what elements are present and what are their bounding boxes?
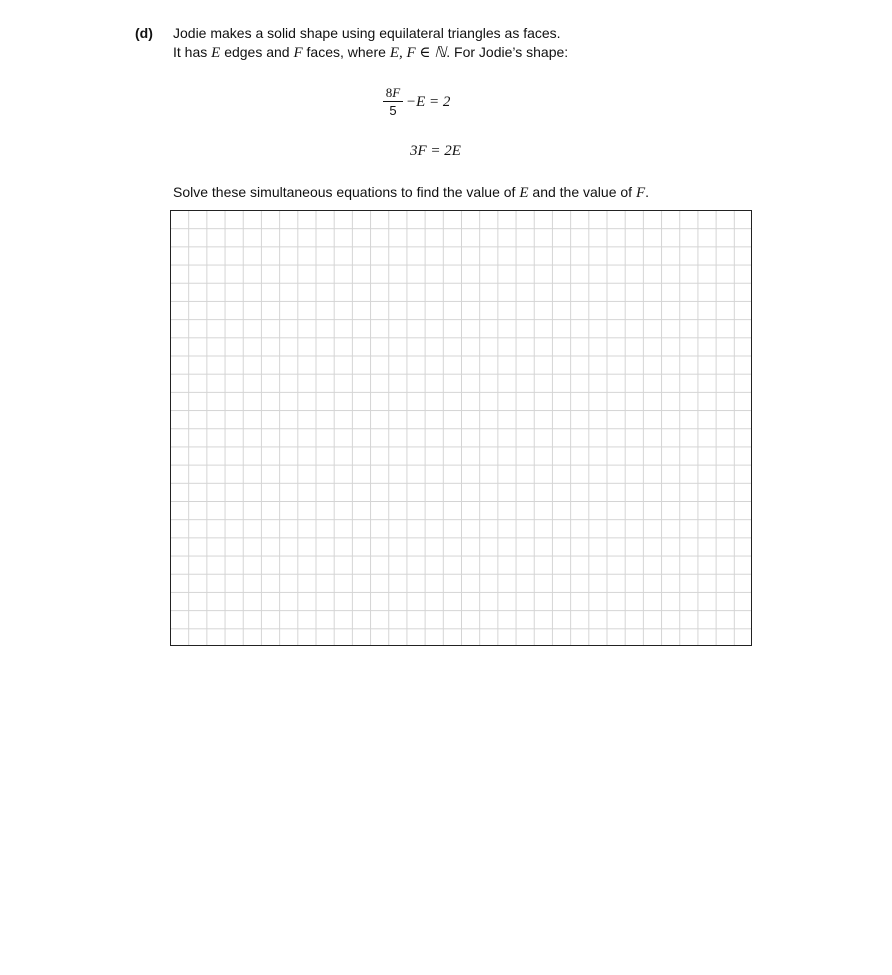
fraction-denominator: 5 bbox=[389, 103, 397, 118]
faces-variable: F bbox=[293, 45, 303, 61]
fraction-numerator bbox=[383, 84, 403, 102]
instruction-mid: and the value of bbox=[528, 184, 636, 200]
edges-variable: E bbox=[211, 45, 221, 61]
answer-grid-box[interactable] bbox=[170, 210, 752, 646]
line2-mid2: faces, where bbox=[302, 44, 390, 60]
line2-prefix: It has bbox=[173, 44, 212, 60]
line2-mid1: edges and bbox=[220, 44, 294, 60]
numerator-variable: F bbox=[392, 85, 401, 100]
line2-suffix: . For Jodie’s shape: bbox=[446, 44, 569, 60]
instruction-suffix: . bbox=[645, 184, 649, 200]
question-text-line1: Jodie makes a solid shape using equilateral triangles as faces. bbox=[173, 25, 561, 41]
instruction-F: F bbox=[635, 185, 646, 201]
instruction-prefix: Solve these simultaneous equations to find the value of bbox=[173, 184, 520, 200]
equation1-fraction bbox=[383, 84, 403, 119]
instruction-text bbox=[173, 184, 649, 202]
part-label: (d) bbox=[135, 25, 153, 41]
question-text-line2 bbox=[173, 43, 568, 62]
instruction-E: E bbox=[519, 185, 529, 201]
equation2: 3F = 2E bbox=[410, 143, 461, 159]
equation1-remainder: −E = 2 bbox=[406, 94, 451, 110]
numerator-coefficient: 8 bbox=[385, 85, 393, 100]
natural-set-condition: E, F ∈ ℕ bbox=[389, 45, 447, 61]
